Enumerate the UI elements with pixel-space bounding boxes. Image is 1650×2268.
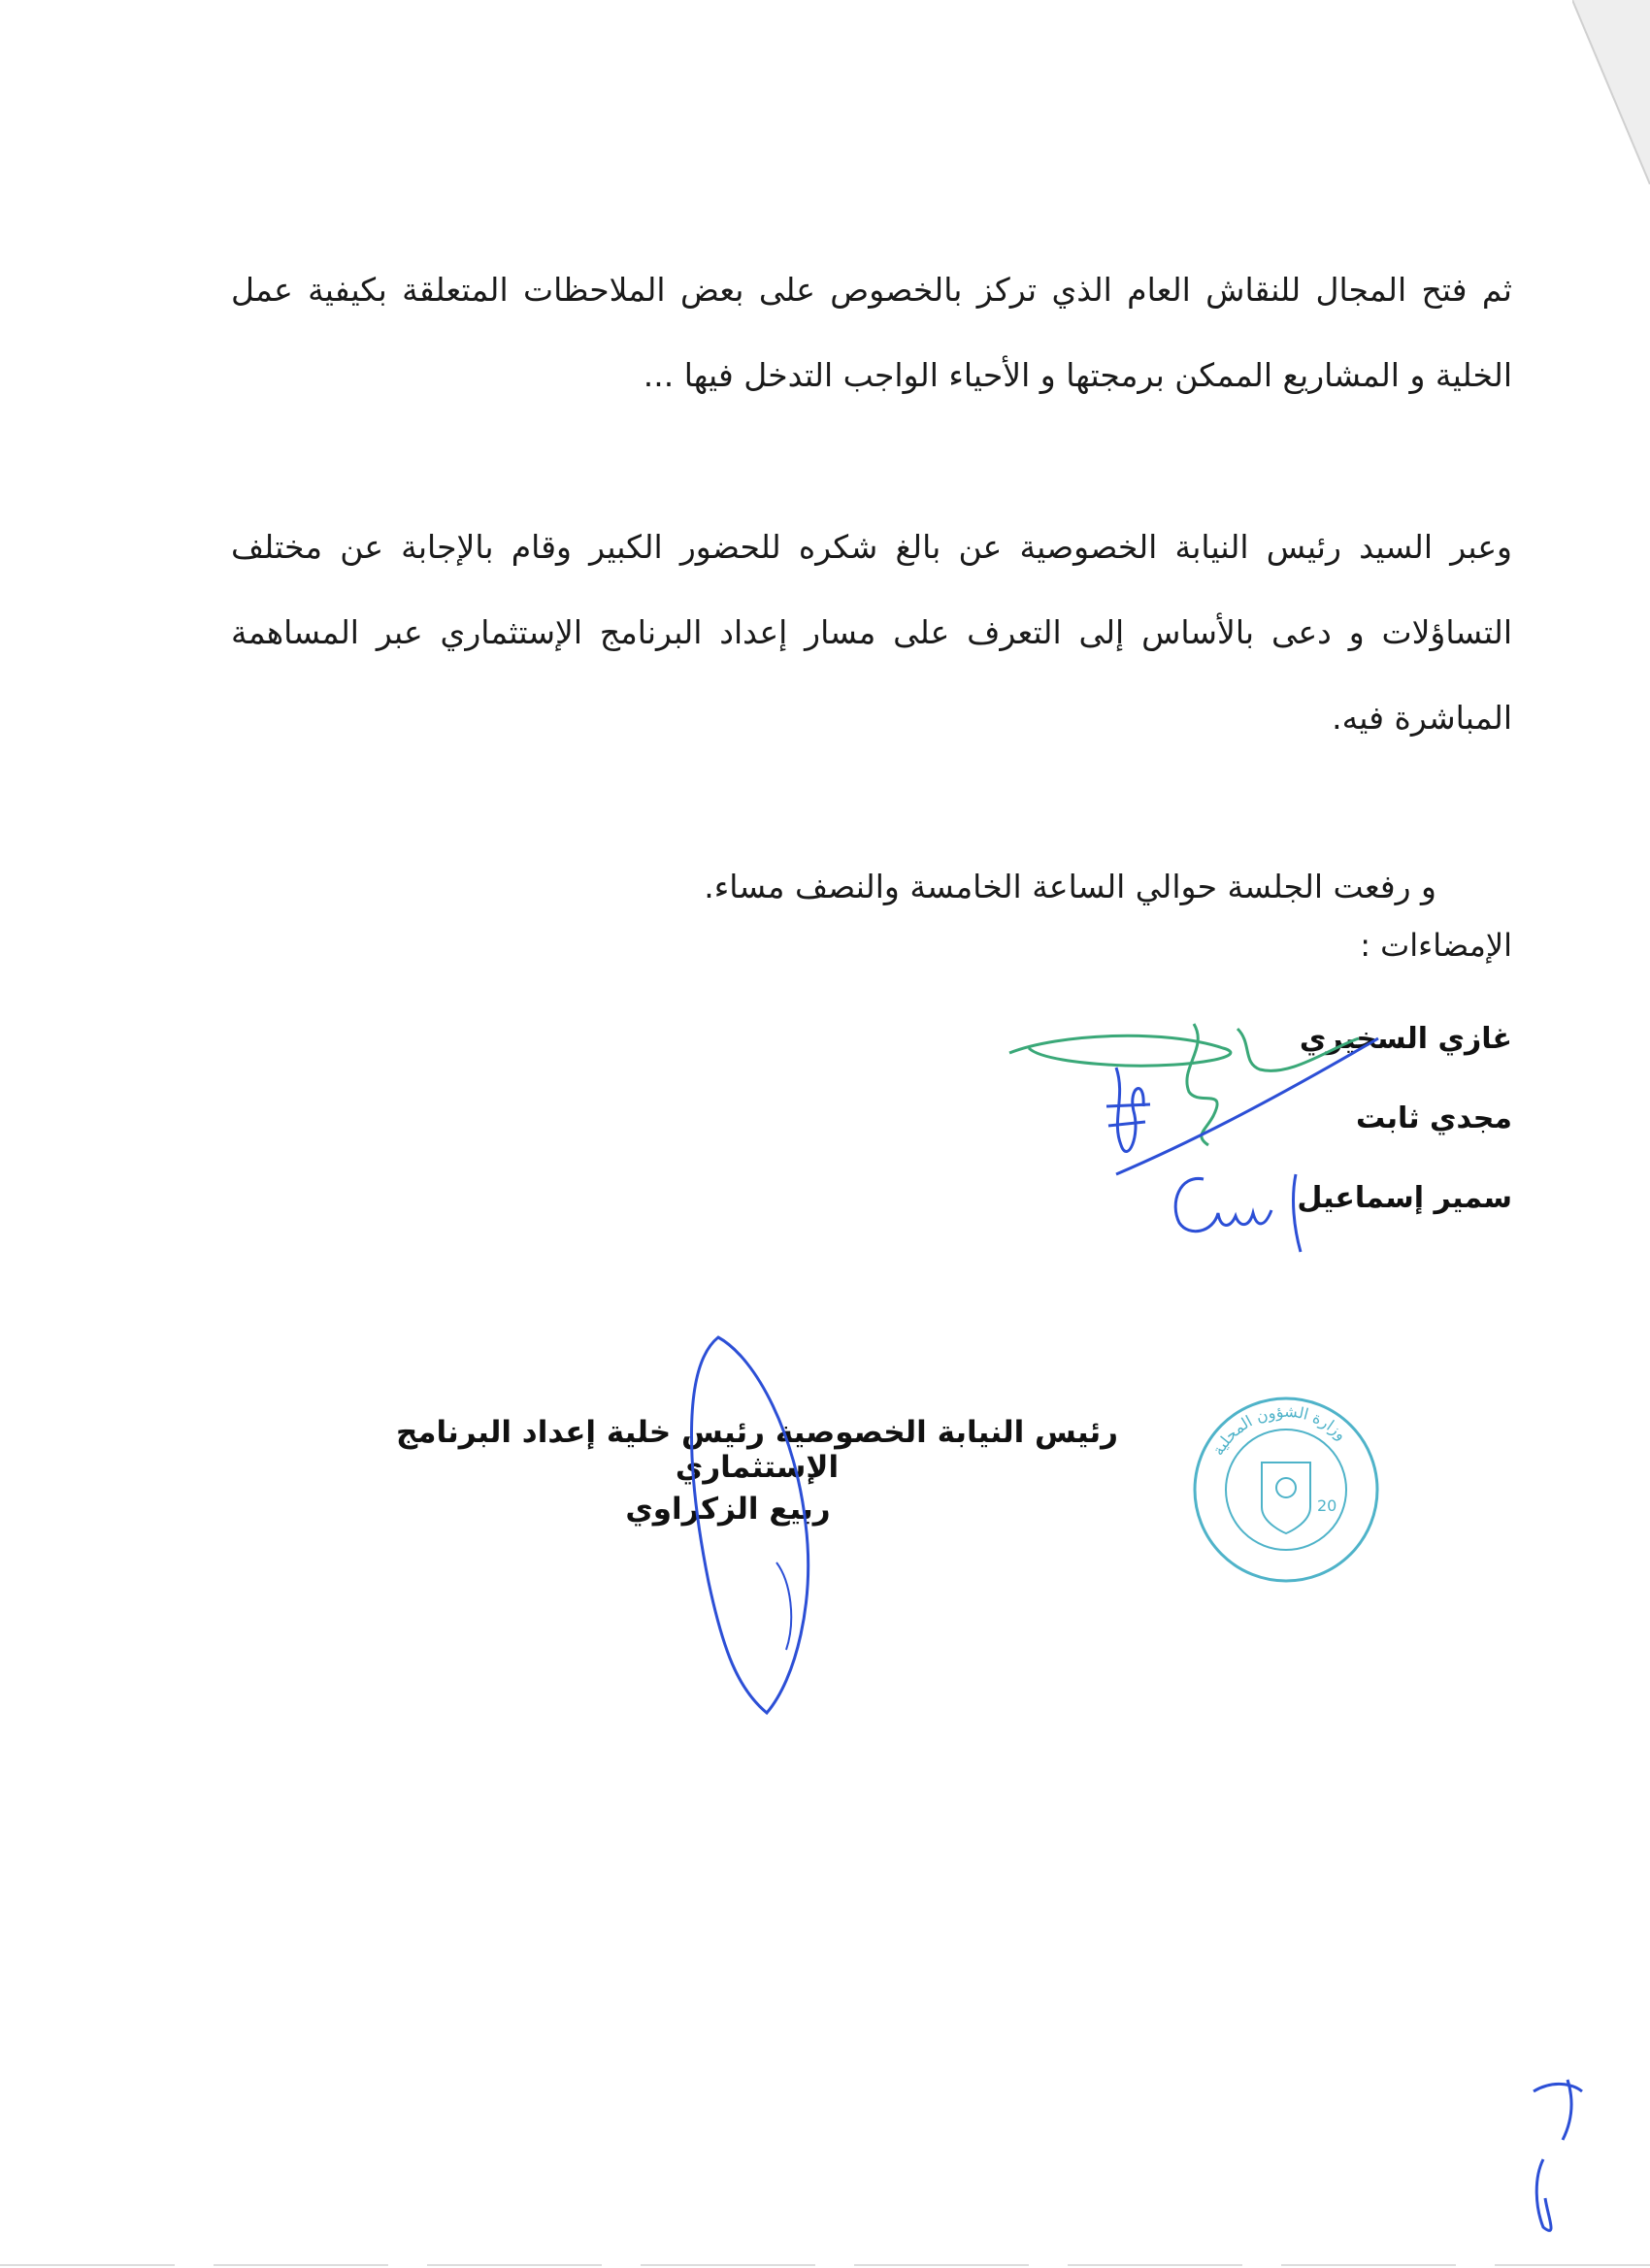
stamp-number: 20: [1317, 1496, 1337, 1515]
signer-name-3: سمير إسماعيل: [1297, 1181, 1512, 1215]
footer-name: ربيع الزكراوي: [625, 1492, 831, 1527]
official-stamp: [1189, 1393, 1383, 1587]
signer-name-1: غازي السخيري: [1299, 1022, 1512, 1056]
handwritten-signature-main: [660, 1330, 874, 1727]
stamp-ring-text: وزارة الشؤون المحلية: [1208, 1401, 1351, 1459]
page-initials: [1514, 2072, 1601, 2256]
bottom-scan-edge: [0, 2262, 1650, 2268]
handwritten-signature-blue-2: [1160, 1160, 1335, 1257]
footer-title: رئيس النيابة الخصوصية رئيس خلية إعداد البرنامج الإستثماري: [395, 1415, 1119, 1485]
paragraph-session-closed: و رفعت الجلسة حوالي الساعة الخامسة والنصف مساء.: [704, 868, 1436, 905]
signatures-heading: الإمضاءات :: [1360, 927, 1512, 964]
page-corner-fold: [1572, 0, 1650, 184]
paragraph-president-thanks: وعبر السيد رئيس النيابة الخصوصية عن بالغ شكره للحضور الكبير وقام بالإجابة عن مختلف التساؤلات و دعى بالأساس إلى التعرف على مسار إعداد البرنامج الإستثماري عبر المساهمة المباشرة فيه.: [231, 528, 1512, 737]
signer-name-2: مجدي ثابت: [1355, 1101, 1512, 1135]
paragraph-discussion: ثم فتح المجال للنقاش العام الذي تركز بالخصوص على بعض الملاحظات المتعلقة بكيفية عمل الخلية و المشاريع الممكن برمجتها و الأحياء الواجب التدخل فيها ...: [231, 271, 1512, 394]
